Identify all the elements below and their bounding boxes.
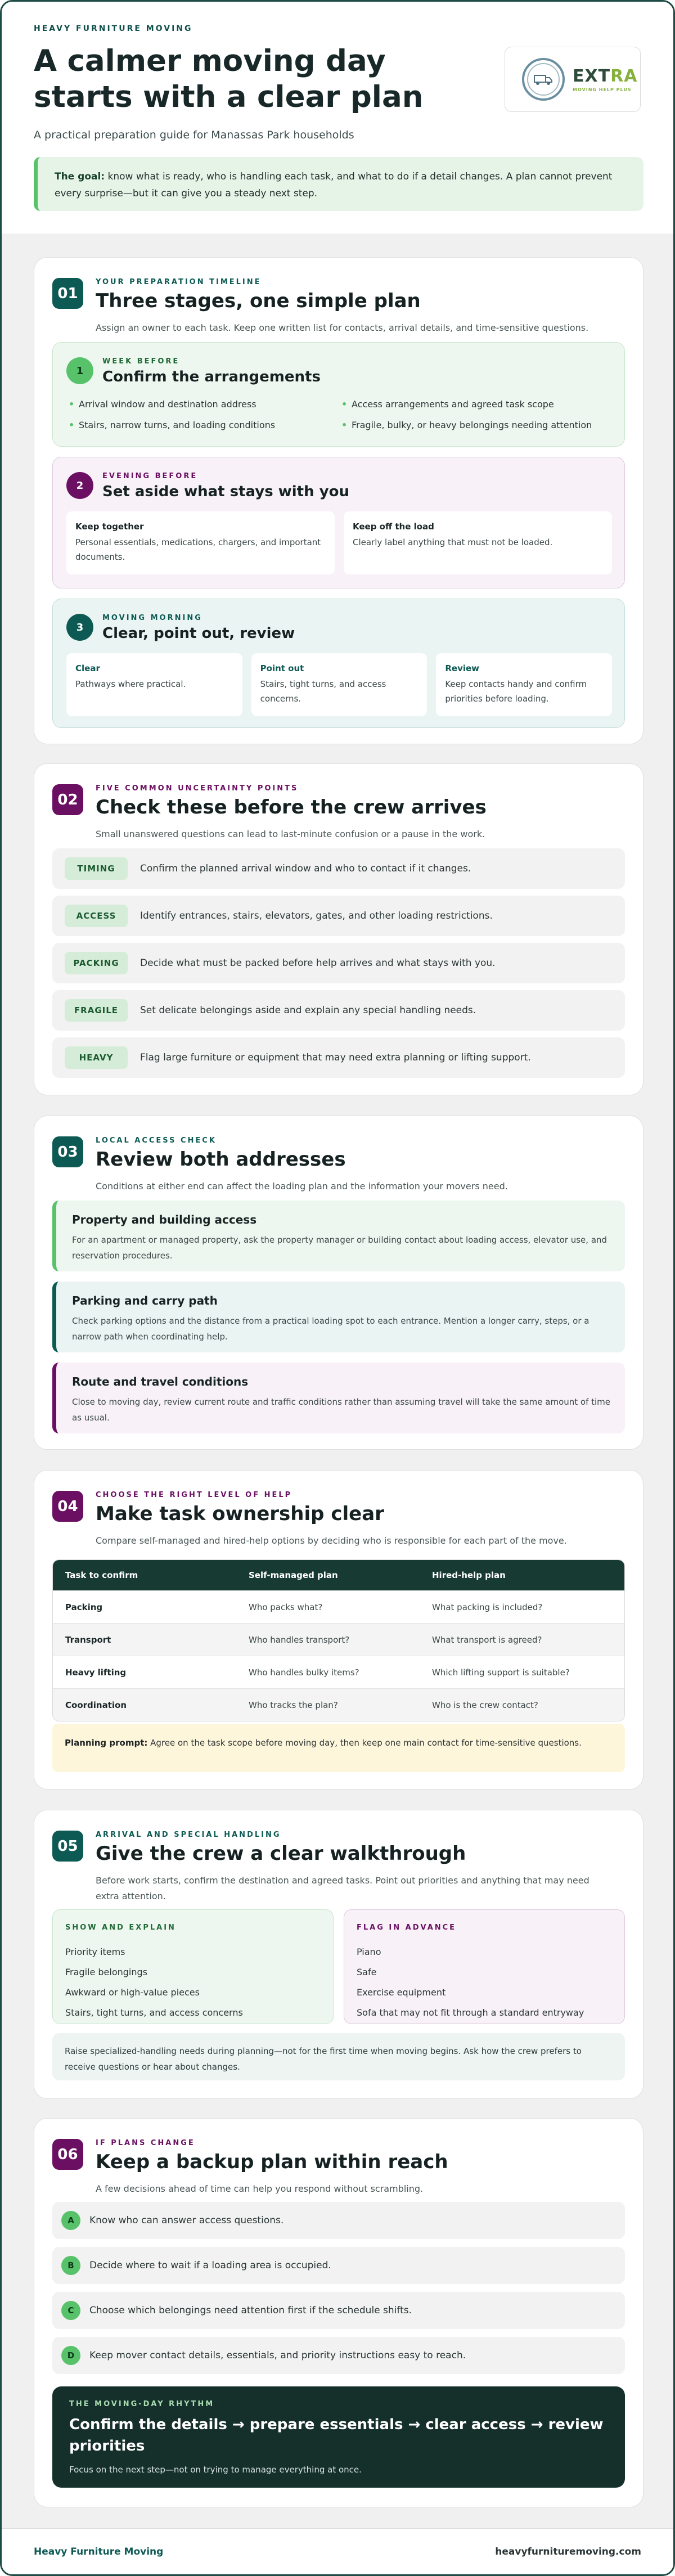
info-card xyxy=(66,653,242,716)
list-item: Exercise equipment xyxy=(357,1987,446,1998)
card-description: For an apartment or managed property, ask the property manager or building contact about loading access, elevator use, and reservation procedures. xyxy=(72,1235,608,1261)
section-title: Give the crew a clear walkthrough xyxy=(96,1842,466,1865)
stage-number-badge: 2 xyxy=(66,472,93,499)
card-description: Pathways where practical. xyxy=(75,679,186,689)
column-header: Task to confirm xyxy=(65,1570,138,1580)
table-cell: Who is the crew contact? xyxy=(432,1700,538,1710)
moving-day-rhythm-callout xyxy=(52,2386,625,2488)
section-number-badge: 04 xyxy=(52,1491,83,1522)
info-card xyxy=(66,511,335,574)
moving-truck-emblem-icon xyxy=(522,58,565,101)
section-description: Conditions at either end can affect the loading plan and the information your movers need. xyxy=(96,1181,508,1192)
footer-website-link[interactable]: heavyfurnituremoving.com xyxy=(495,2546,641,2557)
list-item: Piano xyxy=(357,1946,381,1957)
stage-moving-morning xyxy=(52,599,625,728)
goal-text: know what is ready, who is handling each task, and what to do if a detail changes. A plan cannot prevent every surprise—but it can give you a steady next step. xyxy=(55,171,613,199)
section-number-badge: 05 xyxy=(52,1831,83,1862)
category-tag: HEAVY xyxy=(65,1046,128,1069)
list-item: Sofa that may not fit through a standard entryway xyxy=(357,2007,584,2018)
stage-number-badge: 3 xyxy=(66,614,93,641)
show-and-explain-panel xyxy=(52,1909,334,2024)
step-letter-badge: A xyxy=(61,2211,80,2230)
list-item: Awkward or high-value pieces xyxy=(65,1987,200,1998)
column-header: Hired-help plan xyxy=(432,1570,506,1580)
prompt-label: Planning prompt: xyxy=(65,1738,148,1748)
section-kicker: ARRIVAL AND SPECIAL HANDLING xyxy=(96,1831,281,1839)
header-kicker: HEAVY FURNITURE MOVING xyxy=(34,24,193,33)
page-title: A calmer moving day starts with a clear plan xyxy=(34,44,424,114)
section-kicker: FIVE COMMON UNCERTAINTY POINTS xyxy=(96,784,299,793)
section-local-access xyxy=(34,1116,644,1450)
section-number-badge: 02 xyxy=(52,784,83,815)
checklist-text: Decide what must be packed before help arrives and what stays with you. xyxy=(140,957,496,969)
stage-title: Clear, point out, review xyxy=(102,625,295,642)
card-description: Keep contacts handy and confirm priorities before loading. xyxy=(445,679,587,704)
info-card xyxy=(251,653,428,716)
step-text: Decide where to wait if a loading area is occupied. xyxy=(89,2260,331,2271)
table-cell: Who packs what? xyxy=(249,1602,323,1612)
step-letter-badge: D xyxy=(61,2346,80,2365)
card-title: Keep off the load xyxy=(353,522,434,532)
backup-step xyxy=(52,2337,625,2374)
checklist-text: Identify entrances, stairs, elevators, gates, and other loading restrictions. xyxy=(140,910,493,921)
checklist-row xyxy=(52,848,625,889)
checklist-text: Flag large furniture or equipment that may need extra planning or lifting support. xyxy=(140,1052,531,1063)
table-row xyxy=(53,1688,624,1721)
page-footer xyxy=(2,2528,673,2574)
comparison-table xyxy=(52,1559,625,1721)
goal-callout xyxy=(34,157,644,211)
category-tag: FRAGILE xyxy=(65,999,128,1022)
step-text: Know who can answer access questions. xyxy=(89,2215,284,2226)
list-item: • Access arrangements and agreed task scope xyxy=(339,399,612,410)
checklist-row xyxy=(52,1037,625,1078)
section-kicker: YOUR PREPARATION TIMELINE xyxy=(96,278,262,286)
table-header-row xyxy=(53,1560,624,1590)
section-kicker: CHOOSE THE RIGHT LEVEL OF HELP xyxy=(96,1491,292,1499)
section-title: Review both addresses xyxy=(96,1148,346,1171)
card-title: Clear xyxy=(75,663,100,673)
section-description: Compare self-managed and hired-help options by deciding who is responsible for each part of the move. xyxy=(96,1535,567,1546)
backup-step xyxy=(52,2202,625,2239)
card-description: Check parking options and the distance from a practical loading spot to each entrance. Mention a longer carry, steps, or a narrow path when coordinating help. xyxy=(72,1316,590,1342)
checklist-row xyxy=(52,896,625,936)
rhythm-description: Focus on the next step—not on trying to manage everything at once. xyxy=(69,2465,362,2475)
footer-brand: Heavy Furniture Moving xyxy=(34,2546,164,2557)
table-cell: Which lifting support is suitable? xyxy=(432,1667,570,1678)
card-description: Close to moving day, review current route and traffic conditions rather than assuming travel will take the same amount of time as usual. xyxy=(72,1397,611,1423)
card-description: Clearly label anything that must not be loaded. xyxy=(353,537,553,547)
address-card xyxy=(52,1363,625,1433)
info-card xyxy=(436,653,612,716)
company-logo xyxy=(505,47,641,112)
table-cell: Heavy lifting xyxy=(65,1667,127,1678)
table-cell: Transport xyxy=(65,1634,111,1645)
card-title: Property and building access xyxy=(72,1213,257,1226)
section-task-ownership xyxy=(34,1470,644,1790)
stage-kicker: EVENING BEFORE xyxy=(102,472,198,480)
card-title: Review xyxy=(445,663,480,673)
category-tag: PACKING xyxy=(65,952,128,974)
table-row xyxy=(53,1623,624,1656)
card-title: Point out xyxy=(260,663,304,673)
checklist-row xyxy=(52,990,625,1031)
checklist-text: Set delicate belongings aside and explain any special handling needs. xyxy=(140,1005,476,1016)
section-number-badge: 03 xyxy=(52,1136,83,1167)
table-cell: Packing xyxy=(65,1602,103,1612)
goal-label: The goal: xyxy=(55,171,105,182)
section-title: Three stages, one simple plan xyxy=(96,290,421,312)
step-letter-badge: B xyxy=(61,2256,80,2275)
stage-evening-before xyxy=(52,457,625,588)
section-kicker: IF PLANS CHANGE xyxy=(96,2139,195,2147)
backup-step xyxy=(52,2247,625,2284)
table-row xyxy=(53,1656,624,1688)
logo-word-a: EXT xyxy=(573,66,611,86)
step-text: Keep mover contact details, essentials, and priority instructions easy to reach. xyxy=(89,2350,466,2361)
list-item: Safe xyxy=(357,1967,377,1977)
step-letter-badge: C xyxy=(61,2301,80,2320)
section-title: Check these before the crew arrives xyxy=(96,796,487,819)
table-cell: Who tracks the plan? xyxy=(249,1700,338,1710)
step-text: Choose which belongings need attention first if the schedule shifts. xyxy=(89,2305,412,2316)
panel-title: FLAG IN ADVANCE xyxy=(357,1923,457,1932)
info-card xyxy=(344,511,612,574)
table-cell: Who handles transport? xyxy=(249,1634,350,1645)
category-tag: ACCESS xyxy=(65,905,128,927)
checklist-row xyxy=(52,943,625,983)
logo-word-b: RA xyxy=(610,66,638,86)
page-header xyxy=(2,2,673,233)
handling-note: Raise specialized-handling needs during planning—not for the first time when moving begins. Ask how the crew prefers to receive questions or hear about changes. xyxy=(52,2033,625,2080)
section-backup-plan xyxy=(34,2118,644,2507)
section-title: Make task ownership clear xyxy=(96,1503,384,1525)
rhythm-kicker: THE MOVING-DAY RHYTHM xyxy=(69,2400,215,2408)
prompt-text: Agree on the task scope before moving day, then keep one main contact for time-sensitive questions. xyxy=(147,1738,582,1748)
section-description: Assign an owner to each task. Keep one written list for contacts, arrival details, and time-sensitive questions. xyxy=(96,322,589,333)
logo-tagline: MOVING HELP PLUS xyxy=(573,87,632,92)
list-item: Priority items xyxy=(65,1946,125,1957)
section-kicker: LOCAL ACCESS CHECK xyxy=(96,1136,217,1145)
section-uncertainty-points xyxy=(34,763,644,1095)
category-tag: TIMING xyxy=(65,857,128,880)
section-description: Small unanswered questions can lead to last-minute confusion or a pause in the work. xyxy=(96,829,485,839)
stage-number-badge: 1 xyxy=(66,357,93,384)
table-cell: What transport is agreed? xyxy=(432,1634,542,1645)
card-description: Stairs, tight turns, and access concerns. xyxy=(260,679,386,704)
table-row xyxy=(53,1590,624,1623)
card-description: Personal essentials, medications, chargers, and important documents. xyxy=(75,537,321,562)
card-title: Route and travel conditions xyxy=(72,1375,249,1388)
address-card xyxy=(52,1201,625,1271)
flag-in-advance-panel xyxy=(344,1909,625,2024)
list-item: • Arrival window and destination address xyxy=(66,399,339,410)
table-cell: Coordination xyxy=(65,1700,127,1710)
section-description: Before work starts, confirm the destination and agreed tasks. Point out priorities and anything that may need extra attention. xyxy=(96,1875,590,1901)
section-number-badge: 01 xyxy=(52,278,83,309)
list-item: • Stairs, narrow turns, and loading conditions xyxy=(66,420,339,430)
panel-title: SHOW AND EXPLAIN xyxy=(65,1923,176,1932)
planning-prompt xyxy=(52,1724,625,1772)
section-description: A few decisions ahead of time can help you respond without scrambling. xyxy=(96,2183,424,2194)
stage-title: Set aside what stays with you xyxy=(102,483,349,500)
stage-kicker: WEEK BEFORE xyxy=(102,357,180,366)
column-header: Self-managed plan xyxy=(249,1570,338,1580)
stage-title: Confirm the arrangements xyxy=(102,368,321,385)
card-title: Parking and carry path xyxy=(72,1294,218,1307)
list-item: Stairs, tight turns, and access concerns xyxy=(65,2007,243,2018)
rhythm-title: Confirm the details → prepare essentials → clear access → review priorities xyxy=(69,2416,604,2454)
checklist-text: Confirm the planned arrival window and who to contact if it changes. xyxy=(140,863,471,874)
card-title: Keep together xyxy=(75,522,144,532)
page-subtitle: A practical preparation guide for Manassas Park households xyxy=(34,129,354,141)
table-cell: Who handles bulky items? xyxy=(249,1667,359,1678)
section-timeline xyxy=(34,257,644,744)
section-number-badge: 06 xyxy=(52,2139,83,2170)
section-walkthrough xyxy=(34,1810,644,2099)
stage-week-before xyxy=(52,342,625,447)
stage-kicker: MOVING MORNING xyxy=(102,614,202,622)
backup-step xyxy=(52,2292,625,2329)
list-item: Fragile belongings xyxy=(65,1967,148,1977)
list-item: • Fragile, bulky, or heavy belongings needing attention xyxy=(339,420,612,430)
table-cell: What packing is included? xyxy=(432,1602,543,1612)
section-title: Keep a backup plan within reach xyxy=(96,2151,448,2173)
address-card xyxy=(52,1282,625,1352)
